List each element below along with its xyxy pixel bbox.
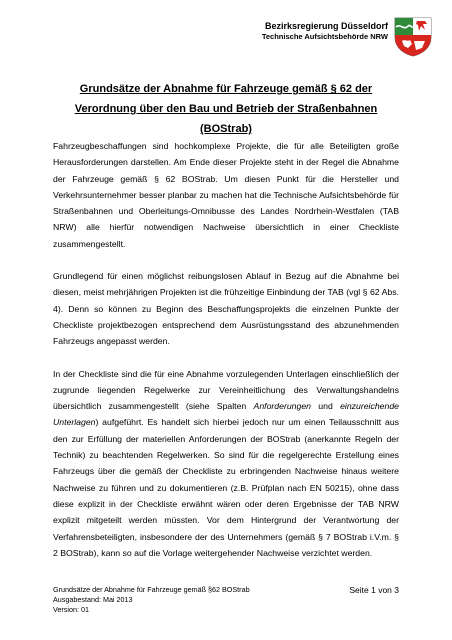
- title-line-3: (BOStrab): [200, 123, 252, 135]
- document-body: [53, 138, 399, 577]
- paragraph-checklist-part-a: In der Checkliste sind die für eine Abnahme vorzulegenden Unterlagen einschließlich der zugrunde liegenden Regelwerke zur Vereinheitlichung des Verwaltungshandelns übersichtlich zusammengestellt (siehe Spalten: [53, 368, 399, 412]
- organization-block: [262, 20, 388, 42]
- footer-version: Version: 01: [53, 605, 89, 614]
- footer-document-name: Grundsätze der Abnahme für Fahrzeuge gemäß §62 BOStrab: [53, 585, 250, 594]
- paragraph-checklist: [53, 366, 399, 562]
- document-title: [58, 79, 394, 139]
- nrw-coat-of-arms-icon: [392, 15, 434, 57]
- organization-department: Technische Aufsichtsbehörde NRW: [261, 32, 388, 41]
- organization-name: Bezirksregierung Düsseldorf: [264, 21, 388, 31]
- emphasis-anforderungen: Anforderungen: [253, 401, 312, 412]
- footer-issue-date: Ausgabestand: Mai 2013: [53, 595, 133, 604]
- title-line-1: Grundsätze der Abnahme für Fahrzeuge gemäß § 62 der: [79, 83, 373, 95]
- paragraph-checklist-part-c: ) aufgeführt. Es handelt sich hierbei jedoch nur um einen Teilausschnitt aus den zur Erfüllung der materiellen Anforderungen der BOStrab (anerkannte Regeln der Technik) zu beachtenden Regelwerken. So sind für die regelgerechte Erstellung eines Fahrzeugs über die gemäß der Checkliste zu erbringenden Nachweise hinaus weitere Nachweise zu führen und zu dokumentieren (z.B. Prüfplan nach EN 50215), ohne dass diese explizit in der Checkliste erwähnt wären oder deren Ergebnisse der TAB NRW explizit mitgeteilt werden müssten. Vor dem Hintergrund der Verantwortung der Verfahrensbeteiligten, insbesondere der des Unternehmers (gemäß § 7 BOStrab i.V.m. § 2 BOStrab), kann so auf die Vorlage weitergehender Nachweise verzichtet werden.: [53, 417, 399, 558]
- page-footer: [53, 585, 399, 615]
- emphasis-einzureichende-unterlagen: einzureichende Unterlagen: [53, 401, 399, 428]
- paragraph-early-involvement: Grundlegend für einen möglichst reibungslosen Ablauf in Bezug auf die Abnahme bei diesen, meist mehrjährigen Projekten ist die frühzeitige Einbindung der TAB (vgl § 62 Abs. 4). Denn so können zu Beginn des Beschaffungsprojekts die einzelnen Punkte der Checkliste projektbezogen entsprechend dem Ausrüstungsstand des abzunehmenden Fahrzeugs angepasst werden.: [53, 271, 399, 347]
- page-number: Seite 1 von 3: [349, 585, 399, 595]
- footer-info: [53, 585, 250, 615]
- page-header: [0, 0, 452, 70]
- title-line-2: Verordnung über den Bau und Betrieb der Straßenbahnen: [74, 103, 378, 115]
- paragraph-checklist-part-b: und: [311, 401, 341, 412]
- paragraph-intro: Fahrzeugbeschaffungen sind hochkomplexe Projekte, die für alle Beteiligten große Herausforderungen darstellen. Am Ende dieser Projekte steht in der Regel die Abnahme der Fahrzeuge gemäß § 62 BOStrab. Um diesen Punkt für die Hersteller und Verkehrsunternehmer besser planbar zu machen hat die Technische Aufsichtsbehörde für Straßenbahnen und Oberleitungs-Omnibusse des Landes Nordrhein-Westfalen (TAB NRW) alle hierfür notwendigen Nachweise übersichtlich in einer Checkliste zusammengestellt.: [53, 141, 399, 249]
